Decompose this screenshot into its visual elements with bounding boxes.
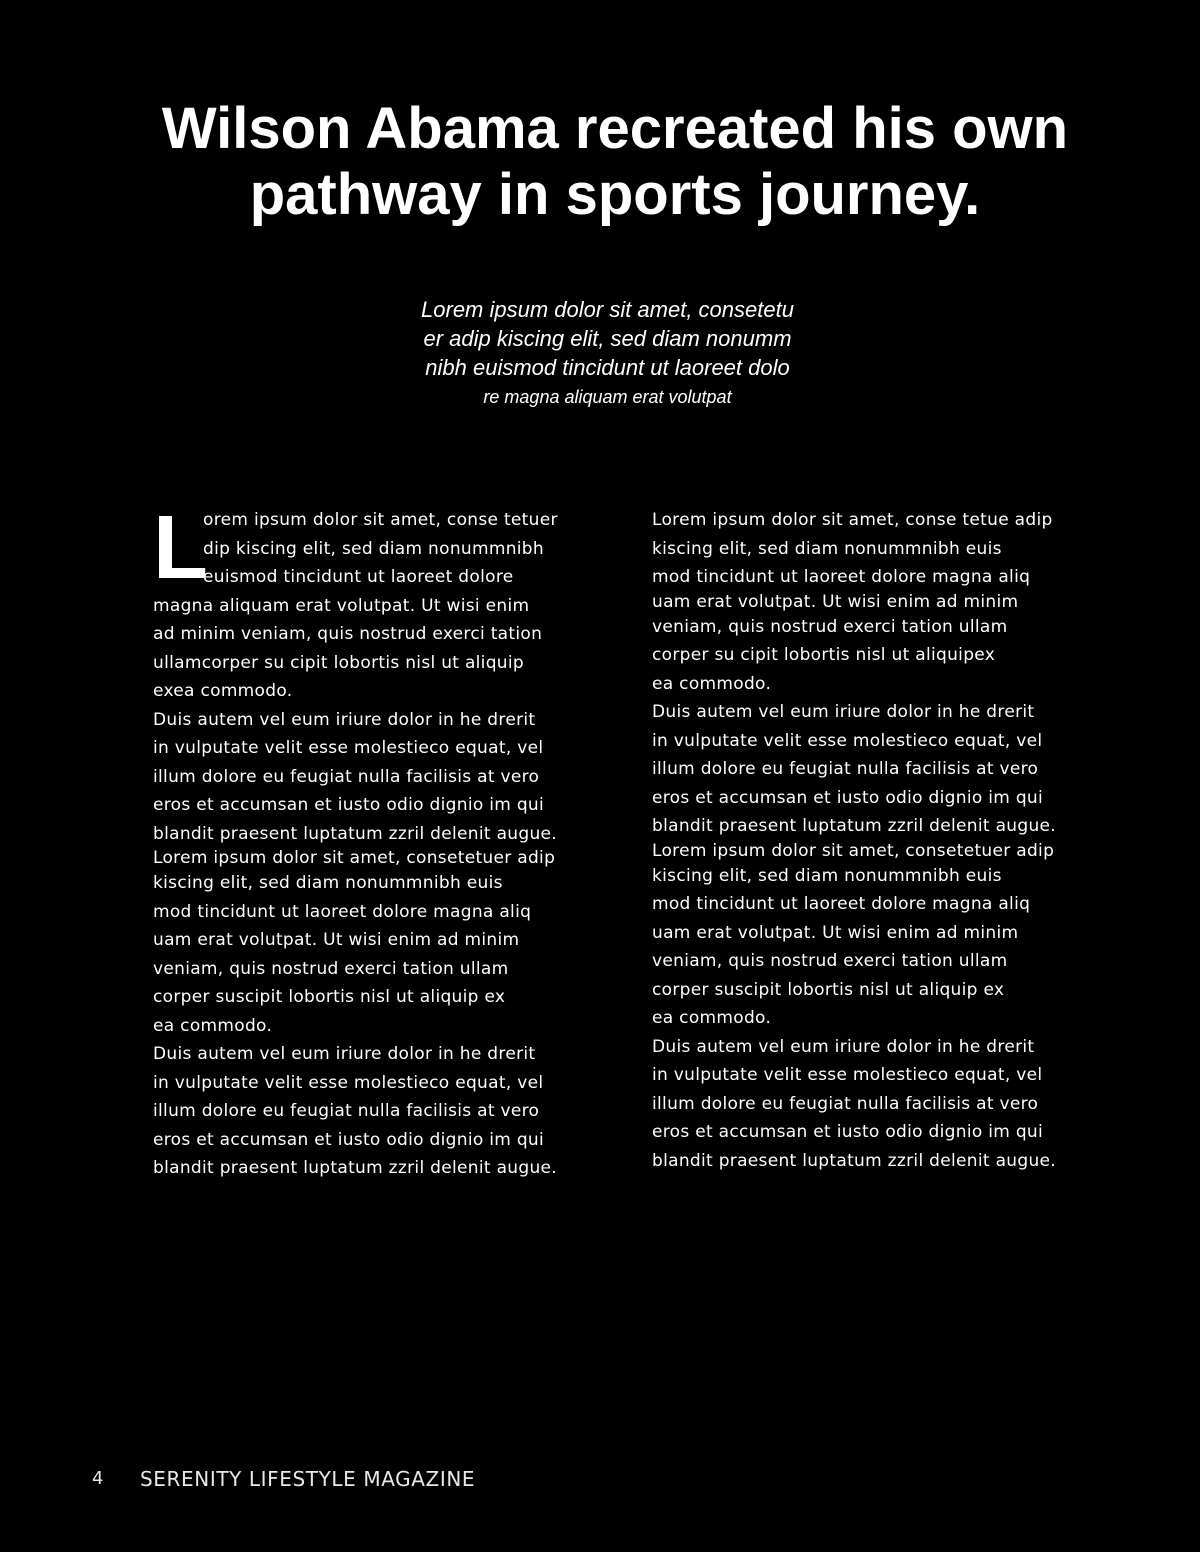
body-line: eros et accumsan et iusto odio dignio im qui — [652, 1122, 1044, 1142]
body-line: eros et accumsan et iusto odio dignio im qui — [153, 795, 545, 815]
body-line: ullamcorper su cipit lobortis nisl ut aliquip — [153, 652, 524, 673]
body-line: illum dolore eu feugiat nulla facilisis at vero — [153, 1101, 540, 1121]
body-line: in vulputate velit esse molestieco equat, vel — [153, 738, 544, 758]
body-line: illum dolore eu feugiat nulla facilisis at vero — [652, 1093, 1039, 1114]
body-line: blandit praesent luptatum zzril delenit augue. — [153, 1158, 557, 1178]
body-line: uam erat volutpat. Ut wisi enim ad minim — [652, 591, 1019, 612]
body-line: ad minim veniam, quis nostrud exerci tation — [153, 624, 543, 644]
body-line: corper su cipit lobortis nisl ut aliquipex — [652, 645, 996, 665]
body-line: uam erat volutpat. Ut wisi enim ad minim — [153, 930, 520, 950]
body-line: eros et accumsan et iusto odio dignio im qui — [652, 787, 1044, 808]
body-line: Duis autem vel eum iriure dolor in he drerit — [153, 709, 536, 730]
body-line: orem ipsum dolor sit amet, conse tetuer — [203, 510, 558, 530]
body-column-left — [153, 498, 593, 1183]
body-line: veniam, quis nostrud exerci tation ullam — [652, 951, 1008, 971]
body-line: Duis autem vel eum iriure dolor in he drerit — [652, 702, 1035, 722]
subtitle-line: er adip kiscing elit, sed diam nonumm — [423, 326, 792, 351]
body-line: uam erat volutpat. Ut wisi enim ad minim — [652, 922, 1019, 943]
body-line: ea commodo. — [652, 1008, 772, 1028]
body-line: corper suscipit lobortis nisl ut aliquip ex — [652, 979, 1005, 1000]
body-line: Lorem ipsum dolor sit amet, consetetuer adip — [652, 840, 1055, 861]
article-title-line: Wilson Abama recreated his own — [161, 96, 1069, 161]
subtitle-line: Lorem ipsum dolor sit amet, consetetu — [421, 297, 794, 322]
body-line: veniam, quis nostrud exerci tation ullam — [652, 616, 1008, 637]
body-line: mod tincidunt ut laoreet dolore magna aliq — [652, 894, 1031, 914]
body-line: in vulputate velit esse molestieco equat, vel — [652, 1065, 1043, 1085]
body-line: kiscing elit, sed diam nonummnibh euis — [652, 865, 1002, 886]
body-line: ea commodo. — [652, 673, 772, 694]
body-line: kiscing elit, sed diam nonummnibh euis — [153, 873, 503, 893]
body-line: Lorem ipsum dolor sit amet, consetetuer adip — [153, 848, 556, 868]
body-line: veniam, quis nostrud exerci tation ullam — [153, 958, 509, 979]
page-number: 4 — [92, 1468, 104, 1489]
body-line: exea commodo. — [153, 681, 293, 701]
body-line: dip kiscing elit, sed diam nonummnibh — [203, 538, 544, 559]
body-line: mod tincidunt ut laoreet dolore magna aliq — [652, 567, 1031, 587]
article-title-line: pathway in sports journey. — [249, 162, 981, 227]
body-column-right — [652, 506, 1092, 1175]
body-line: eros et accumsan et iusto odio dignio im qui — [153, 1129, 545, 1150]
body-line: Duis autem vel eum iriure dolor in he drerit — [652, 1036, 1035, 1057]
subtitle-line: nibh euismod tincidunt ut laoreet dolo — [425, 355, 790, 380]
body-line: Lorem ipsum dolor sit amet, conse tetue adip — [652, 510, 1053, 530]
body-line: Duis autem vel eum iriure dolor in he drerit — [153, 1044, 536, 1064]
body-line: in vulputate velit esse molestieco equat, vel — [153, 1072, 544, 1093]
page-footer — [0, 1466, 1200, 1494]
magazine-name: SERENITY LIFESTYLE MAGAZINE — [140, 1467, 476, 1491]
body-line: blandit praesent luptatum zzril delenit augue. — [652, 816, 1056, 836]
body-line: blandit praesent luptatum zzril delenit augue. — [652, 1150, 1056, 1171]
body-line: corper suscipit lobortis nisl ut aliquip ex — [153, 987, 506, 1007]
article-subtitle — [330, 295, 885, 412]
subtitle-line: re magna aliquam erat volutpat — [483, 387, 732, 407]
body-line: mod tincidunt ut laoreet dolore magna aliq — [153, 901, 532, 922]
article-title — [100, 96, 1130, 228]
body-line: ea commodo. — [153, 1015, 273, 1036]
body-line: euismod tincidunt ut laoreet dolore — [203, 567, 514, 587]
body-line: blandit praesent luptatum zzril delenit augue. — [153, 823, 557, 844]
body-line: illum dolore eu feugiat nulla facilisis at vero — [652, 759, 1039, 779]
body-line: in vulputate velit esse molestieco equat, vel — [652, 730, 1043, 751]
body-line: illum dolore eu feugiat nulla facilisis at vero — [153, 766, 540, 787]
drop-cap: L — [153, 498, 209, 598]
body-line: magna aliquam erat volutpat. Ut wisi enim — [153, 595, 530, 616]
body-line: kiscing elit, sed diam nonummnibh euis — [652, 538, 1002, 559]
